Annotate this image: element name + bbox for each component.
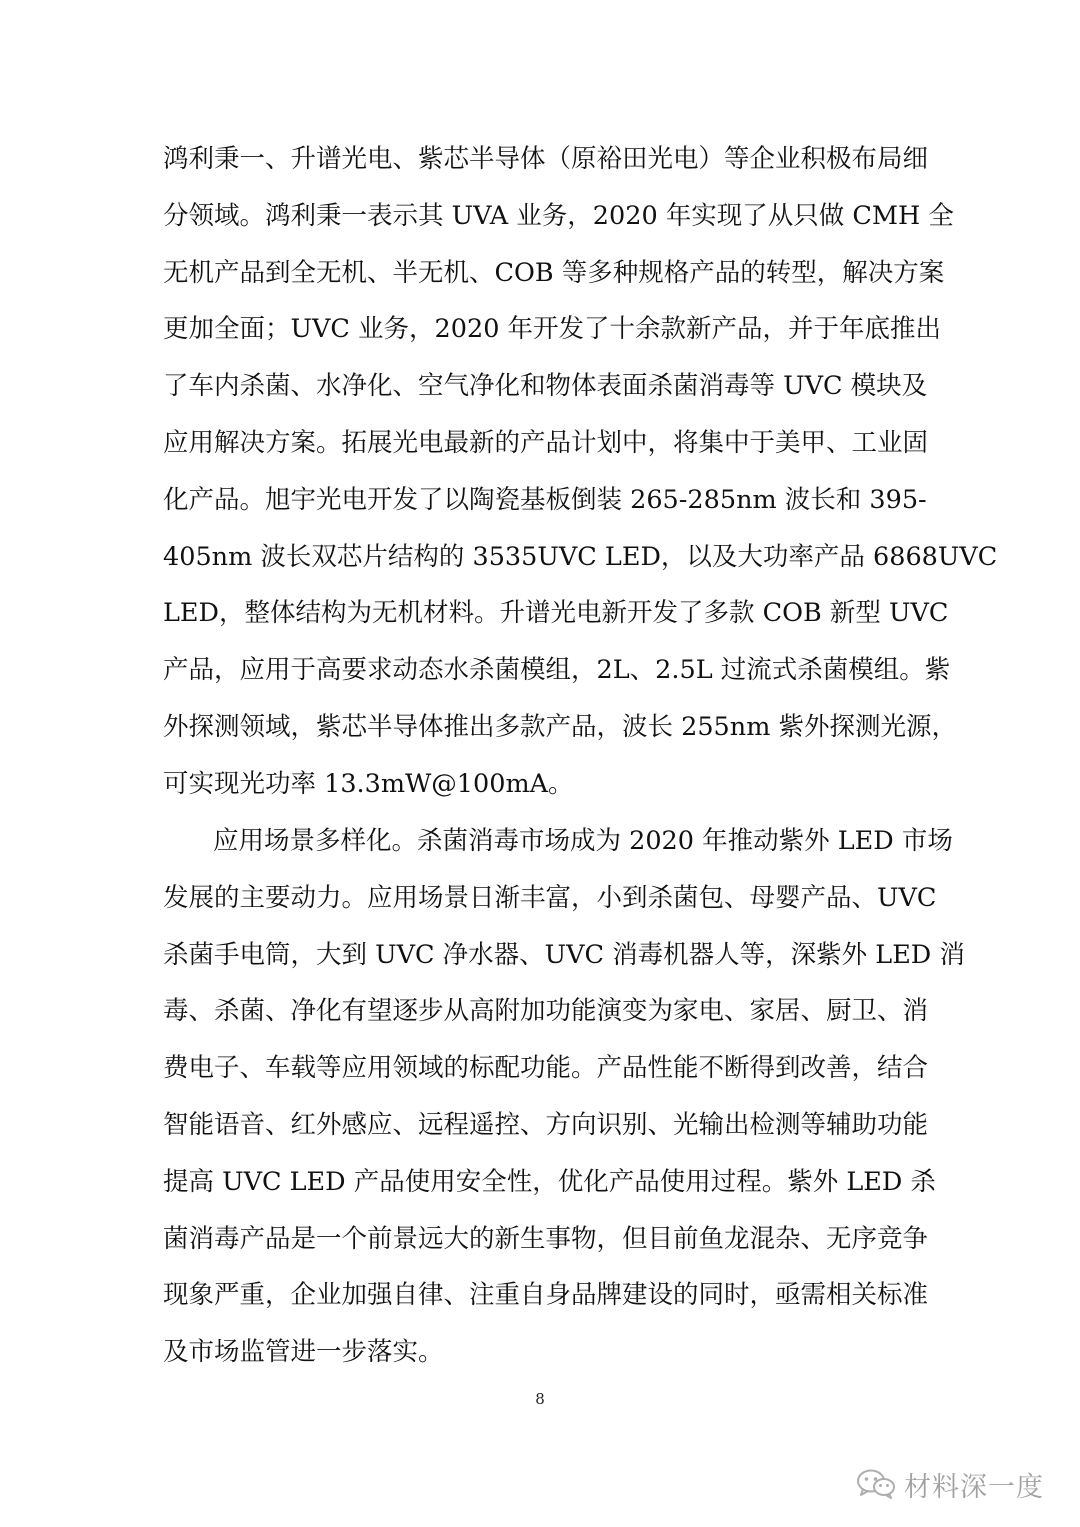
paragraph-line: 应用场景多样化。杀菌消毒市场成为 2020 年推动紫外 LED 市场	[213, 826, 953, 856]
paragraph-1	[163, 131, 998, 813]
page-number: 8	[535, 1390, 545, 1408]
wechat-icon	[856, 1469, 896, 1499]
paragraph-line: 应用解决方案。拓展光电最新的产品计划中，将集中于美甲、工业固	[163, 427, 929, 458]
paragraph-2	[163, 813, 965, 1381]
paragraph-line: LED，整体结构为无机材料。升谱光电新开发了多款 COB 新型 UVC	[163, 598, 949, 629]
paragraph-line: 化产品。旭宇光电开发了以陶瓷基板倒装 265-285nm 波长和 395-	[163, 484, 927, 515]
paragraph-line: 及市场监管进一步落实。	[163, 1337, 444, 1368]
paragraph-line: 无机产品到全无机、半无机、COB 等多种规格产品的转型，解决方案	[163, 257, 945, 288]
paragraph-line: 405nm 波长双芯片结构的 3535UVC LED，以及大功率产品 6868UVC	[163, 541, 998, 572]
paragraph-line: 可实现光功率 13.3mW@100mA。	[163, 768, 574, 799]
paragraph-line: 费电子、车载等应用领域的标配功能。产品性能不断得到改善，结合	[163, 1053, 929, 1084]
paragraph-line: 鸿利秉一、升谱光电、紫芯半导体（原裕田光电）等企业积极布局细	[163, 144, 929, 174]
paragraph-line: 菌消毒产品是一个前景远大的新生事物，但目前鱼龙混杂、无序竞争	[163, 1223, 929, 1254]
paragraph-line: 外探测领域，紫芯半导体推出多款产品，波长 255nm 紫外探测光源，	[163, 711, 957, 742]
paragraph-line: 杀菌手电筒，大到 UVC 净水器、UVC 消毒机器人等，深紫外 LED 消	[163, 939, 965, 970]
watermark-text: 材料深一度	[904, 1471, 1044, 1503]
paragraph-line: 更加全面；UVC 业务，2020 年开发了十余款新产品，并于年底推出	[163, 314, 942, 345]
paragraph-line: 提高 UVC LED 产品使用安全性，优化产品使用过程。紫外 LED 杀	[163, 1166, 936, 1197]
paragraph-line: 现象严重，企业加强自律、注重自身品牌建设的同时，亟需相关标准	[163, 1280, 929, 1311]
paragraph-line: 分领域。鸿利秉一表示其 UVA 业务，2020 年实现了从只做 CMH 全	[163, 200, 954, 231]
paragraph-line: 了车内杀菌、水净化、空气净化和物体表面杀菌消毒等 UVC 模块及	[163, 371, 928, 402]
watermark	[856, 1464, 1044, 1504]
paragraph-line: 发展的主要动力。应用场景日渐丰富，小到杀菌包、母婴产品、UVC	[163, 882, 937, 913]
paragraph-line: 智能语音、红外感应、远程遥控、方向识别、光输出检测等辅助功能	[163, 1109, 929, 1140]
paragraph-line: 毒、杀菌、净化有望逐步从高附加功能演变为家电、家居、厨卫、消	[163, 996, 929, 1027]
paragraph-line: 产品，应用于高要求动态水杀菌模组，2L、2.5L 过流式杀菌模组。紫	[163, 655, 951, 686]
